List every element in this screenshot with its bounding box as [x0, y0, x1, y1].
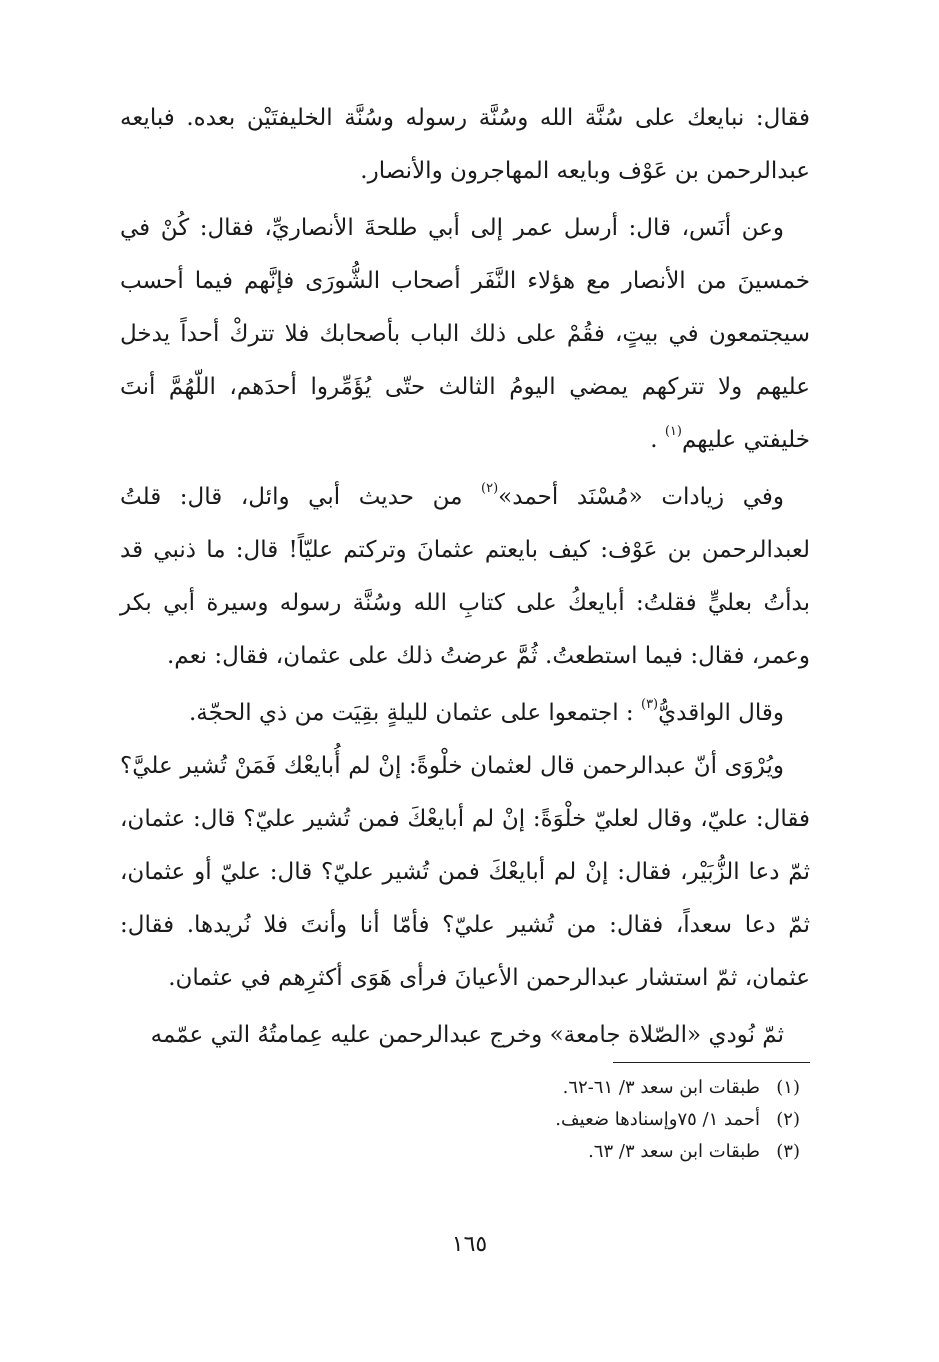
paragraph-2-tail: .: [650, 427, 665, 453]
footnote-2-number: (٢): [776, 1109, 800, 1130]
paragraph-2: [120, 202, 810, 467]
footnote-2: [400, 1104, 800, 1136]
footnote-ref-3[interactable]: (٣): [640, 697, 659, 712]
footnote-1-number: (١): [776, 1077, 800, 1098]
page-number: ١٦٥: [451, 1232, 488, 1257]
footnote-2-text: أحمد ١/ ٧٥وإسنادها ضعيف.: [555, 1109, 760, 1130]
paragraph-3-tail: من حديث أبي وائل، قال: قلتُ لعبدالرحمن بن عَوْف: كيف بايعتم عثمانَ وتركتم عليّاً! قال: ما ذنبي قد بدأتُ بعليٍّ فقلتُ: أبايعكُ على كتابِ الله وسُنَّة رسوله وسيرة أبي بكر وعمر، فقال: فيما استطعتُ. ثُمَّ عرضتُ ذلك على عثمان، فقال: نعم.: [120, 484, 810, 669]
paragraph-1-text: فقال: نبايعك على سُنَّة الله وسُنَّة رسوله وسُنَّة الخليفتَيْن بعده. فبايعه عبدالرحمن بن عَوْف وبايعه المهاجرون والأنصار.: [120, 105, 810, 184]
paragraph-3-text: وفي زيادات «مُسْنَد أحمد»: [498, 484, 784, 510]
paragraph-1: [120, 92, 810, 198]
paragraph-4: [120, 687, 810, 740]
paragraph-3: [120, 471, 810, 683]
paragraph-2-text: وعن أنَس، قال: أرسل عمر إلى أبي طلحةَ الأنصاريِّ، فقال: كُنْ في خمسينَ من الأنصار مع هؤلاء النَّفَر أصحاب الشُّورَى فإنَّهم فيما أحسب سيجتمعون في بيتٍ، فقُمْ على ذلك الباب بأصحابك فلا تتركْ أحداً يدخل عليهم ولا تتركهم يمضي اليومُ الثالث حتّى يُؤَمِّروا أحدَهم، اللّهُمَّ أنتَ خليفتي عليهم: [120, 215, 810, 453]
footnote-3: [400, 1136, 800, 1168]
main-text: [120, 92, 810, 1062]
paragraph-4-text: وقال الواقديُّ: [658, 700, 784, 726]
footnote-3-text: طبقات ابن سعد ٣/ ٦٣.: [588, 1141, 760, 1162]
footnote-3-number: (٣): [776, 1141, 800, 1162]
footnotes: [400, 1072, 800, 1168]
footnote-ref-1[interactable]: (١): [664, 424, 682, 439]
paragraph-5: [120, 740, 810, 1005]
footnote-1: [400, 1072, 800, 1104]
paragraph-6: [120, 1009, 810, 1062]
footnote-ref-2[interactable]: (٢): [481, 481, 499, 496]
paragraph-5-text: ويُرْوَى أنّ عبدالرحمن قال لعثمان خلْوةً: إنْ لم أُبايعْك فَمَنْ تُشير عليَّ؟ فقال: عليّ، وقال لعليّ خلْوَةً: إنْ لم أبايعْكَ فمن تُشير عليّ؟ قال: عثمان، ثمّ دعا الزُّبَيْر، فقال: إنْ لم أبايعْكَ فمن تُشير عليّ؟ قال: عليّ أو عثمان، ثمّ دعا سعداً، فقال: من تُشير عليّ؟ فأمّا أنا وأنتَ فلا نُريدها. فقال: عثمان، ثمّ استشار عبدالرحمن الأعيانَ فرأى هَوَى أكثرِهم في عثمان.: [120, 753, 810, 991]
footnote-separator: [613, 1062, 810, 1063]
paragraph-4-tail: : اجتمعوا على عثمان لليلةٍ بقِيَت من ذي الحجّة.: [188, 700, 641, 726]
footnote-1-text: طبقات ابن سعد ٣/ ٦١-٦٢.: [562, 1077, 760, 1098]
paragraph-6-text: ثمّ نُودي «الصّلاة جامعة» وخرج عبدالرحمن عليه عِمامتُهُ التي عمّمه: [150, 1022, 784, 1048]
